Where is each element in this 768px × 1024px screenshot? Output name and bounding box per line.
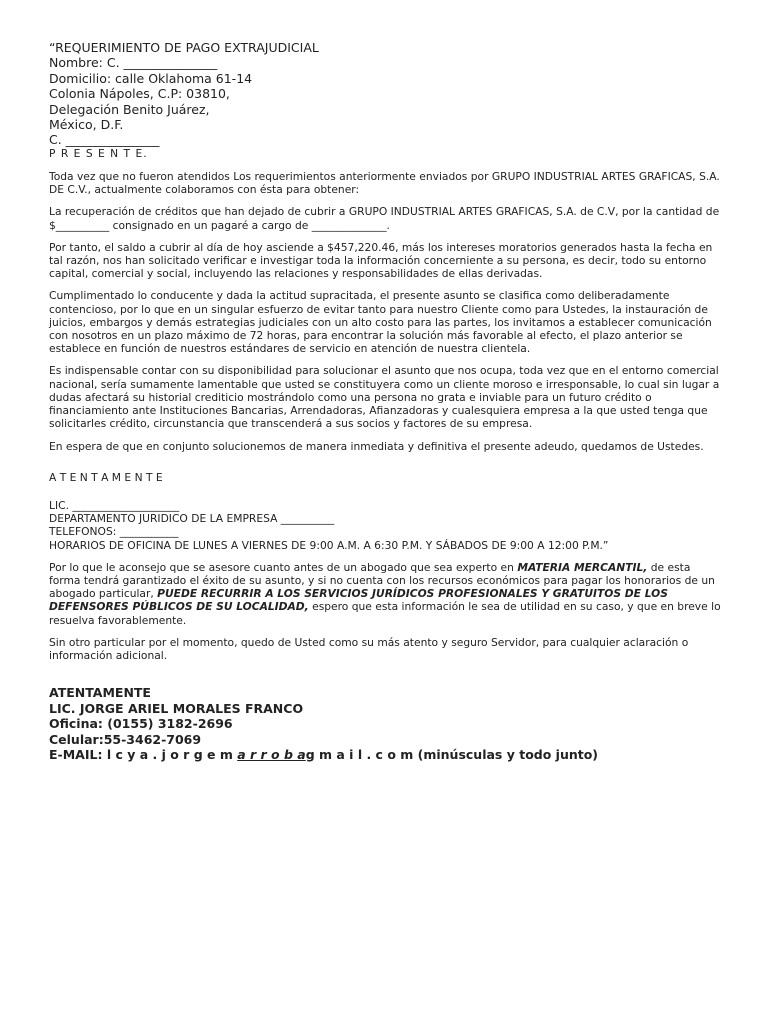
closing-block: [49, 499, 721, 552]
advice-public-defenders: PUEDE RECURRIR A LOS SERVICIOS JURÍDICOS PROFESIONALES Y GRATUITOS DE LOS DEFENSORES PÚBLICOS DE SU LOCALIDAD,: [49, 587, 668, 614]
address-colonia: Colonia Nápoles, C.P: 03810,: [49, 86, 230, 102]
closing-phones: TELEFONOS: ___________: [49, 525, 179, 539]
signature-block: [49, 685, 721, 763]
letter-title: “REQUERIMIENTO DE PAGO EXTRAJUDICIAL: [49, 40, 319, 55]
signature-cell-phone: Celular:55-3462-7069: [49, 731, 202, 747]
advice-text-3: espero que esta información le sea de utilidad en su caso, y que en breve lo resuelva favorablemente.: [49, 600, 721, 627]
email-at: a r r o b a: [237, 747, 306, 763]
paragraph-intro: Toda vez que no fueron atendidos Los requerimientos anteriormente enviados por GRUPO INDUSTRIAL ARTES GRAFICAS, S.A. DE C.V., actualmente colaboramos con ésta para obtener:: [49, 170, 720, 197]
address-block: [49, 40, 721, 160]
closing-hours: HORARIOS DE OFICINA DE LUNES A VIERNES DE 9:00 A.M. A 6:30 P.M. Y SÁBADOS DE 9:00 A 12:00 P.M.”: [49, 538, 609, 552]
advice-materia-mercantil: MATERIA MERCANTIL,: [517, 560, 648, 574]
recipient-name: Nombre: C. _______________: [49, 55, 218, 71]
closing-atentamente: A T E N T A M E N T E: [49, 470, 163, 484]
letter-page: [49, 40, 721, 763]
address-street: Domicilio: calle Oklahoma 61-14: [49, 70, 253, 86]
email-note: (minúsculas y todo junto): [413, 747, 599, 763]
closing-department: DEPARTAMENTO JURIDICO DE LA EMPRESA __________: [49, 512, 335, 526]
signature-office-phone: Oficina: (0155) 3182-2696: [49, 716, 233, 732]
signature-name: LIC. JORGE ARIEL MORALES FRANCO: [49, 700, 304, 716]
email-label: E-MAIL:: [49, 747, 107, 763]
advice-text-1: Por lo que le aconsejo que se asesore cuanto antes de un abogado que sea experto en: [49, 560, 518, 574]
paragraph-advice: [49, 561, 721, 627]
paragraph-closing: En espera de que en conjunto solucionemos de manera inmediata y definitiva el presente adeudo, quedamos de Ustedes.: [49, 439, 704, 453]
advice-text-2: de esta forma tendrá garantizado el éxito de su asunto, y si no cuenta con los recursos económicos para pagar los honorarios de un abogado particular,: [49, 560, 715, 601]
paragraph-litigation: Cumplimentado lo conducente y dada la actitud supracitada, el presente asunto se clasifica como deliberadamente contencioso, por lo que en un singular esfuerzo de evitar tanto para nuestro Cliente como para Ustedes, la instauración de juicios, embargos y demás estrategias judiciales con un alto costo para las partes, los invitamos a establecer comunicación con nosotros en un plazo máximo de 72 horas, para encontrar la solución más favorable al efecto, el plazo anterior se establece en función de nuestros estándares de servicio en atención de nuestra clientela.: [49, 289, 712, 356]
closing-lic: LIC. ____________________: [49, 498, 180, 512]
address-city: México, D.F.: [49, 117, 124, 133]
paragraph-recovery: La recuperación de créditos que han dejado de cubrir a GRUPO INDUSTRIAL ARTES GRAFICAS, S.A. de C.V, por la cantidad de $__________ consignado en un pagaré a cargo de ______________.: [49, 205, 720, 232]
address-delegacion: Delegación Benito Juárez,: [49, 101, 210, 117]
email-domain: g m a i l . c o m: [305, 747, 414, 763]
presente-line: P R E S E N T E.: [49, 146, 148, 160]
signature-atentamente: ATENTAMENTE: [49, 685, 151, 701]
paragraph-balance: Por tanto, el saldo a cubrir al día de hoy asciende a $457,220.46, más los intereses moratorios generados hasta la fecha en tal razón, nos han solicitado verificar e investigar toda la información concerniente a su persona, es decir, todo su entorno capital, comercial y social, incluyendo las relaciones y responsabilidades de ellas derivadas.: [49, 240, 713, 281]
address-c-line: C. _______________: [49, 132, 160, 148]
paragraph-credit-history: Es indispensable contar con su disponibilidad para solucionar el asunto que nos ocupa, toda vez que en el entorno comercial nacional, sería sumamente lamentable que usted se constituyera como un cliente moroso e irresponsable, lo cual sin lugar a dudas afectará su historial crediticio mostrándolo como una persona no grata e inviable para un futuro crédito o financiamiento ante Instituciones Bancarias, Arrendadoras, Afianzadoras y cualesquiera empresa a la que usted tenga que solicitarles crédito, circunstancia que transcenderá a sus socios y factores de su empresa.: [49, 364, 720, 431]
email-user: l c y a . j o r g e m: [106, 747, 233, 763]
paragraph-farewell: Sin otro particular por el momento, quedo de Usted como su más atento y seguro Servidor, para cualquier aclaración o información adicional.: [49, 635, 689, 662]
signature-email: [49, 747, 721, 763]
